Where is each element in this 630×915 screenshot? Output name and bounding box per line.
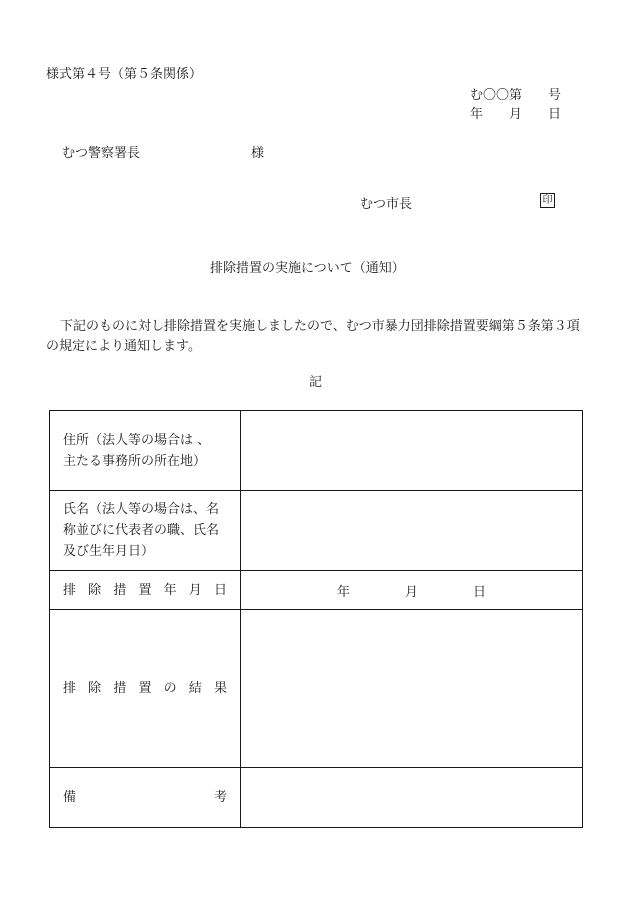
- label-line: 氏名（法人等の場合は、名: [63, 502, 220, 517]
- label-char: 排: [63, 582, 77, 598]
- table-row: [50, 768, 583, 828]
- label-char: 排: [63, 681, 77, 696]
- label-char: 置: [138, 582, 152, 598]
- label-char: 措: [113, 582, 127, 598]
- exclusion-result-label: [50, 610, 241, 768]
- sender-name: むつ市長: [360, 197, 413, 212]
- exclusion-date-label: [50, 571, 241, 610]
- table-row: [50, 610, 583, 768]
- body-text: 下記のものに対し排除措置を実施しましたので、むつ市暴力団排除措置要綱第５条第３項の規定により通知します。: [46, 319, 580, 354]
- address-value-cell[interactable]: [241, 411, 583, 491]
- name-label: [50, 491, 241, 571]
- table-row: [50, 411, 583, 491]
- form-number: 様式第４号（第５条関係）: [46, 67, 203, 82]
- label-char: 結: [188, 681, 202, 696]
- table-row: [50, 491, 583, 571]
- remarks-value-cell[interactable]: [241, 768, 583, 828]
- document-date: 年 月 日: [470, 107, 562, 122]
- table-row: [50, 571, 583, 610]
- label-line: 住所（法人等の場合は 、: [63, 432, 211, 448]
- document-number: む〇〇第 号: [470, 88, 562, 103]
- date-day-label: 日: [473, 584, 487, 600]
- date-year-label: 年: [336, 584, 350, 600]
- exclusion-date-value-cell[interactable]: [241, 571, 583, 610]
- label-line: 及び生年月日）: [63, 544, 155, 559]
- label-char: 果: [213, 681, 227, 696]
- label-char: 除: [88, 681, 102, 696]
- seal-stamp: 印: [540, 193, 555, 208]
- label-line: 称並びに代表者の職、氏名: [63, 523, 220, 538]
- remarks-label: [50, 768, 241, 828]
- document-subject: 排除措置の実施について（通知）: [210, 261, 405, 276]
- ki-heading: 記: [309, 375, 323, 390]
- label-char: 年: [163, 582, 177, 598]
- label-char: 月: [188, 582, 202, 598]
- label-char: 考: [213, 790, 227, 805]
- addressee-name: むつ警察署長: [62, 146, 141, 161]
- label-char: 日: [213, 582, 227, 598]
- address-label: [50, 411, 241, 491]
- name-value-cell[interactable]: [241, 491, 583, 571]
- date-month-label: 月: [404, 584, 418, 600]
- label-char: 備: [63, 790, 77, 805]
- label-char: の: [163, 681, 177, 696]
- record-table: [49, 410, 583, 828]
- label-char: 置: [138, 681, 152, 696]
- label-char: 除: [88, 582, 102, 598]
- label-line: 主たる事務所の所在地）: [63, 453, 207, 469]
- label-char: 措: [113, 681, 127, 696]
- addressee-honorific: 様: [251, 146, 265, 161]
- exclusion-result-value-cell[interactable]: [241, 610, 583, 768]
